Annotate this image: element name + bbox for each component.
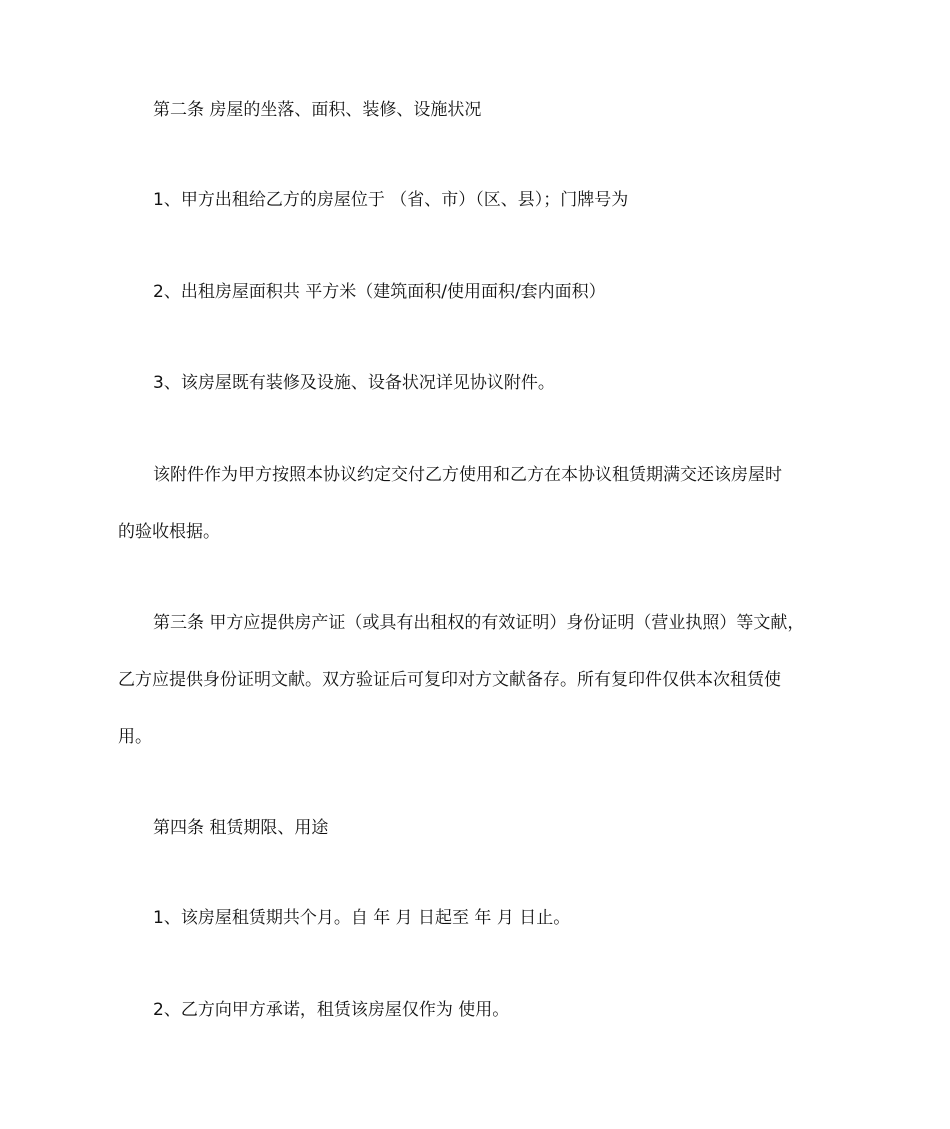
- attachment-paragraph-line-2: 的验收根据。: [118, 522, 220, 542]
- article-2-heading: 第二条 房屋的坐落、面积、装修、设施状况: [153, 100, 482, 120]
- article-3-line-1: 第三条 甲方应提供房产证（或具有出租权的有效证明）身份证明（营业执照）等文献，: [153, 613, 805, 633]
- article-4-heading: 第四条 租赁期限、用途: [153, 818, 329, 838]
- clause-2-1: 1、甲方出租给乙方的房屋位于 （省、市）（区、县）；门牌号为: [153, 190, 629, 210]
- clause-4-2: 2、乙方向甲方承诺，租赁该房屋仅作为 使用。: [153, 1000, 510, 1020]
- article-3-line-2: 乙方应提供身份证明文献。双方验证后可复印对方文献备存。所有复印件仅供本次租赁使: [118, 670, 781, 690]
- article-3-line-3: 用。: [118, 727, 152, 747]
- clause-2-3: 3、该房屋既有装修及设施、设备状况详见协议附件。: [153, 373, 555, 393]
- attachment-paragraph-line-1: 该附件作为甲方按照本协议约定交付乙方使用和乙方在本协议租赁期满交还该房屋时: [153, 465, 782, 485]
- clause-2-2: 2、出租房屋面积共 平方米（建筑面积/使用面积/套内面积）: [153, 282, 606, 302]
- clause-4-1: 1、该房屋租赁期共个月。自 年 月 日起至 年 月 日止。: [153, 908, 571, 928]
